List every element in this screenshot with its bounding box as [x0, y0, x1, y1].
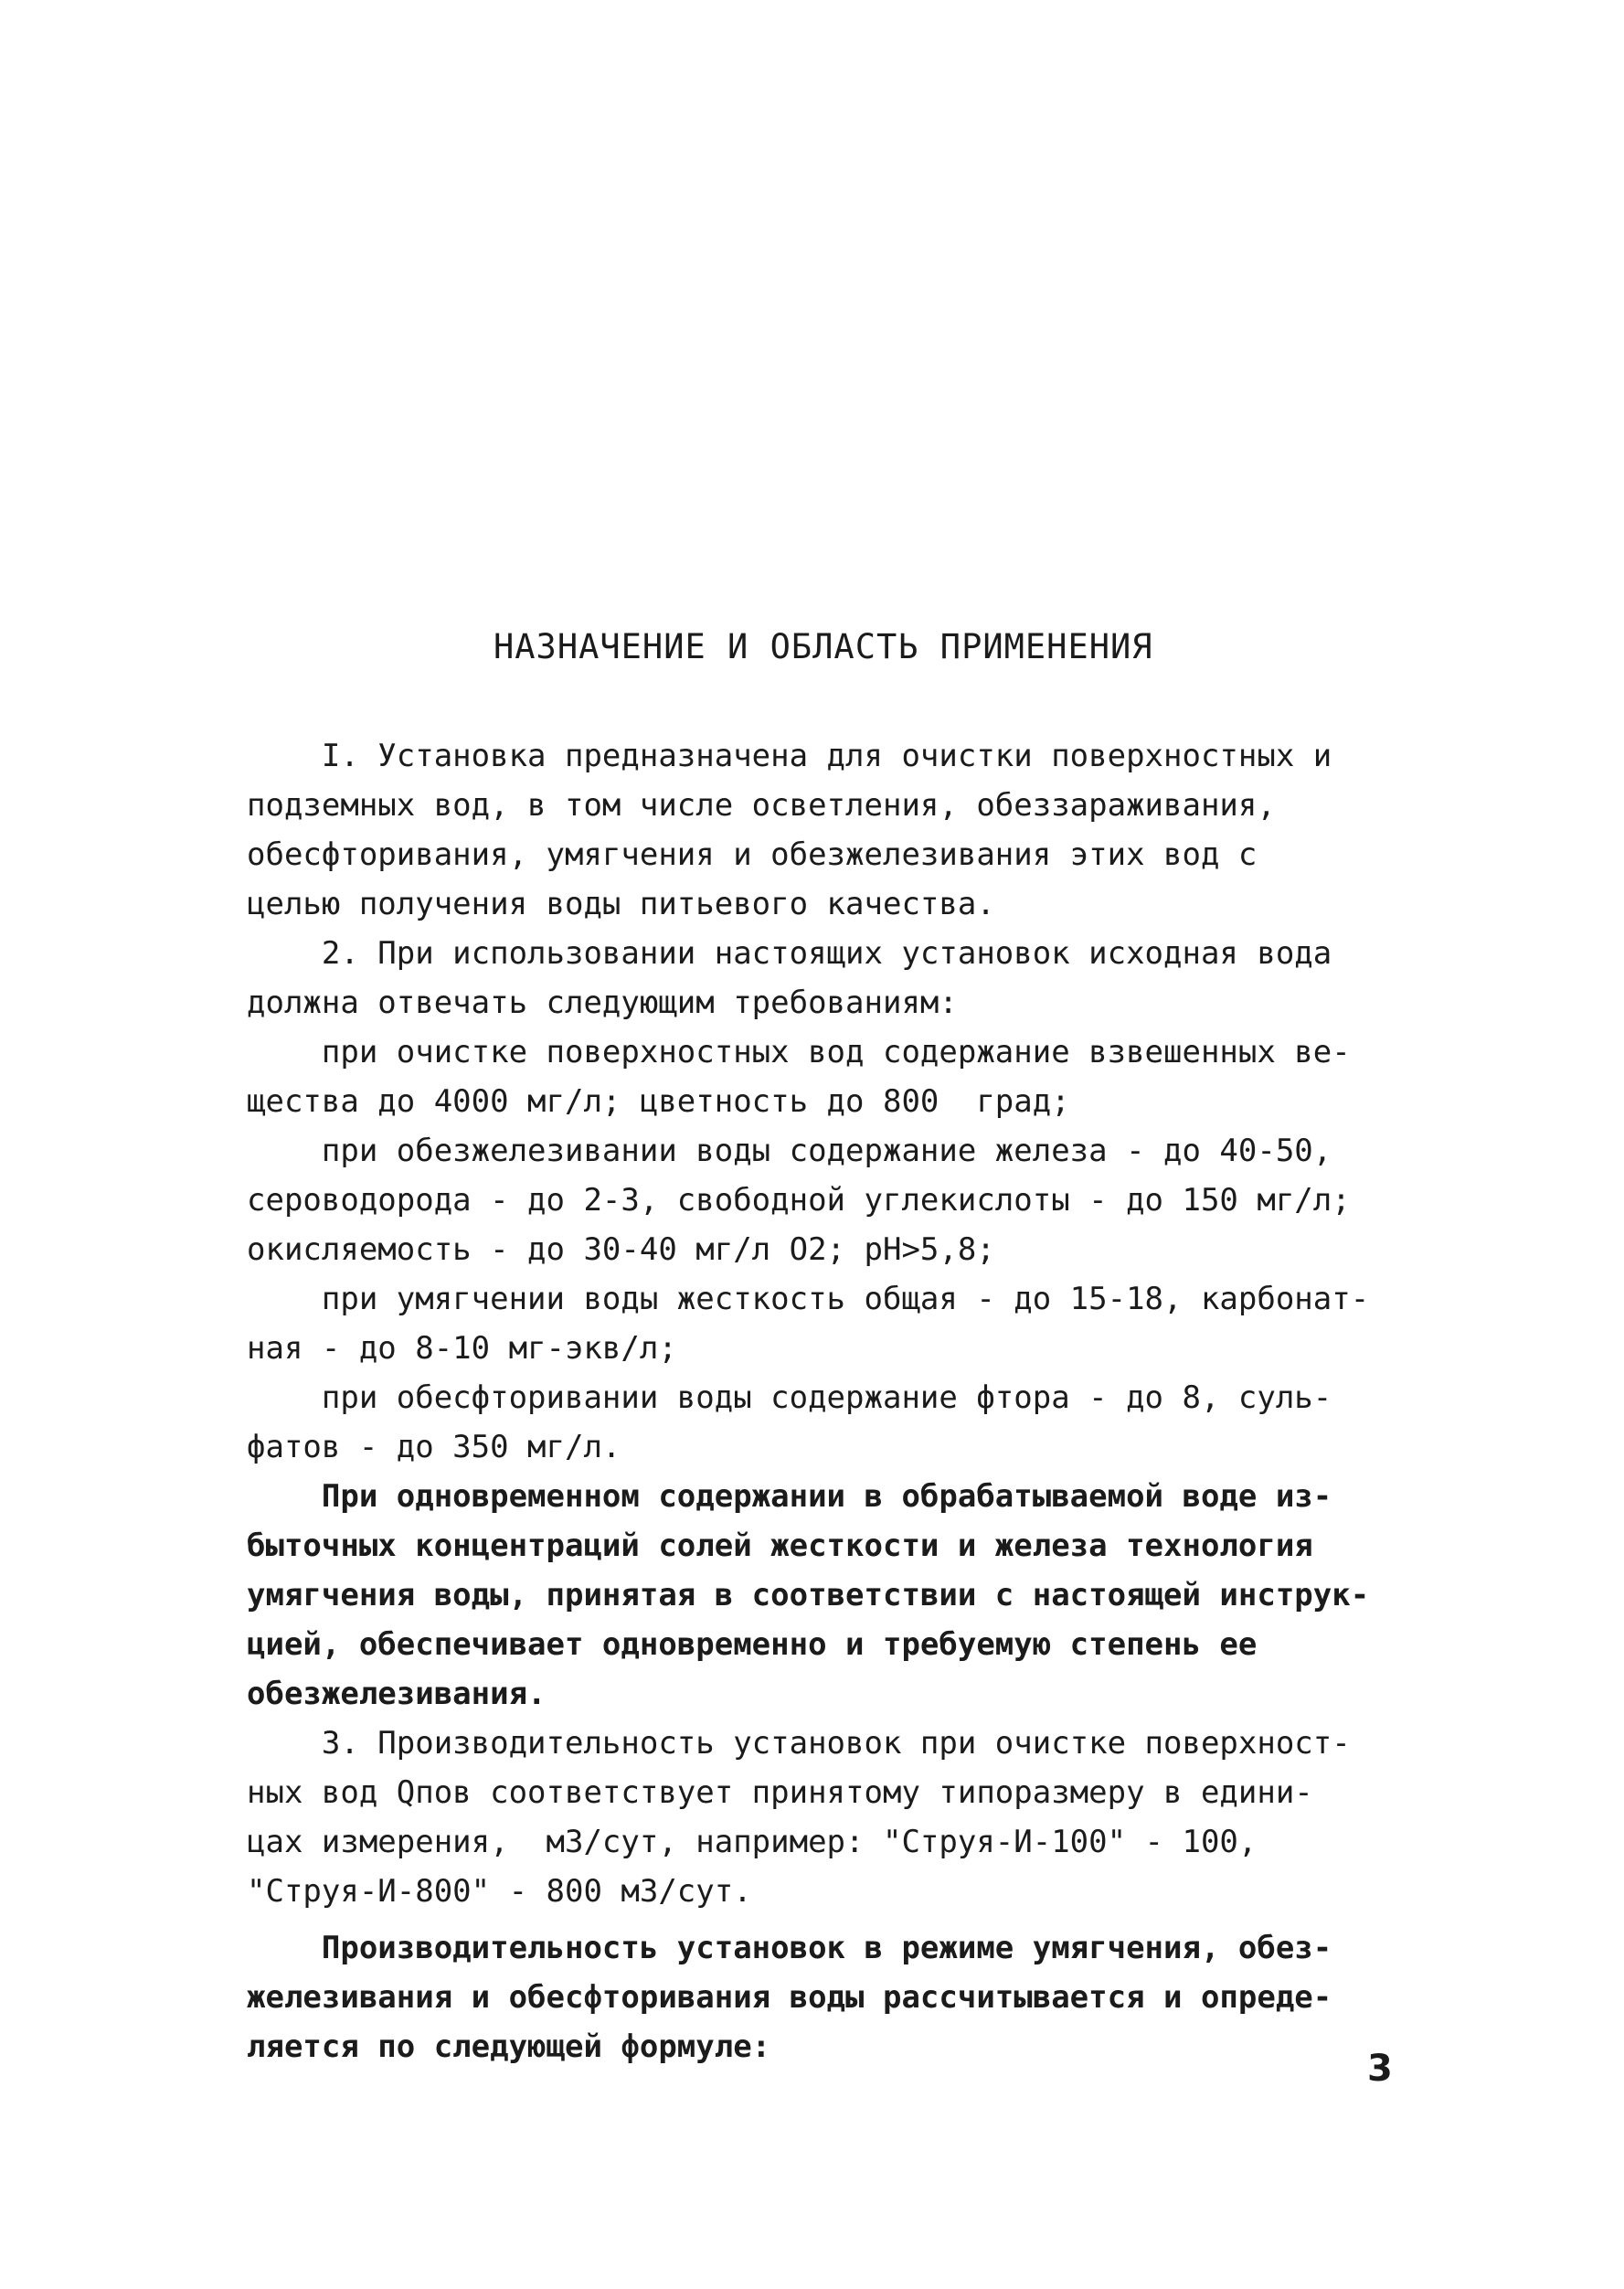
text-line: обезжелезивания.: [247, 1676, 547, 1712]
paragraph-9: [247, 1923, 1407, 2071]
text-line: обесфторивания, умягчения и обезжелезивания этих вод с: [247, 836, 1258, 873]
text-line: Производительность установок в режиме умягчения, обез-: [247, 1930, 1332, 1966]
paragraph-1: [247, 731, 1407, 929]
paragraph-3: [247, 1027, 1407, 1126]
paragraph-2: [247, 929, 1407, 1027]
text-line: должна отвечать следующим требованиям:: [247, 985, 958, 1021]
text-line: I. Установка предназначена для очистки поверхностных и: [247, 738, 1332, 774]
text-line: 3. Производительность установок при очистке поверхност-: [247, 1725, 1351, 1762]
text-line: сероводорода - до 2-3, свободной углекислоты - до 150 мг/л;: [247, 1182, 1351, 1219]
paragraph-4: [247, 1126, 1407, 1274]
text-line: щества до 4000 мг/л; цветность до 800 град;: [247, 1083, 1070, 1120]
text-line: железивания и обесфторивания воды рассчитывается и опреде-: [247, 1979, 1332, 2016]
page-number: 3: [1367, 2048, 1393, 2090]
text-line: фатов - до 350 мг/л.: [247, 1429, 621, 1465]
section-heading: НАЗНАЧЕНИЕ И ОБЛАСТЬ ПРИМЕНЕНИЯ: [494, 627, 1153, 666]
text-line: быточных концентраций солей жесткости и железа технология: [247, 1528, 1313, 1564]
text-line: ная - до 8-10 мг-экв/л;: [247, 1330, 677, 1367]
paragraph-6: [247, 1373, 1407, 1472]
text-line: при очистке поверхностных вод содержание взвешенных ве-: [247, 1034, 1351, 1070]
text-line: подземных вод, в том числе осветления, обеззараживания,: [247, 787, 1276, 824]
text-line: 2. При использовании настоящих установок исходная вода: [247, 935, 1332, 972]
text-line: при обесфторивании воды содержание фтора - до 8, суль-: [247, 1379, 1332, 1416]
text-line: "Струя-И-800" - 800 м3/сут.: [247, 1873, 752, 1910]
text-line: цах измерения, м3/сут, например: "Струя-И-100" - 100,: [247, 1824, 1258, 1860]
text-line: при умягчении воды жесткость общая - до 15-18, карбонат-: [247, 1281, 1370, 1317]
text-line: цией, обеспечивает одновременно и требуемую степень ее: [247, 1626, 1258, 1663]
paragraph-8: [247, 1719, 1407, 1916]
text-line: умягчения воды, принятая в соответствии с настоящей инструк-: [247, 1577, 1370, 1613]
text-line: окисляемость - до 30-40 мг/л O2; pH>5,8;: [247, 1231, 995, 1268]
text-line: При одновременном содержании в обрабатываемой воде из-: [247, 1478, 1332, 1515]
text-line: целью получения воды питьевого качества.: [247, 886, 995, 922]
text-line: ных вод Qпов соответствует принятому типоразмеру в едини-: [247, 1774, 1313, 1811]
body-text: [247, 731, 1407, 2071]
text-line: ляется по следующей формуле:: [247, 2028, 771, 2065]
text-line: при обезжелезивании воды содержание железа - до 40-50,: [247, 1133, 1332, 1169]
paragraph-5: [247, 1274, 1407, 1373]
paragraph-7: [247, 1472, 1407, 1719]
paragraph-spacer: [247, 1916, 1407, 1923]
